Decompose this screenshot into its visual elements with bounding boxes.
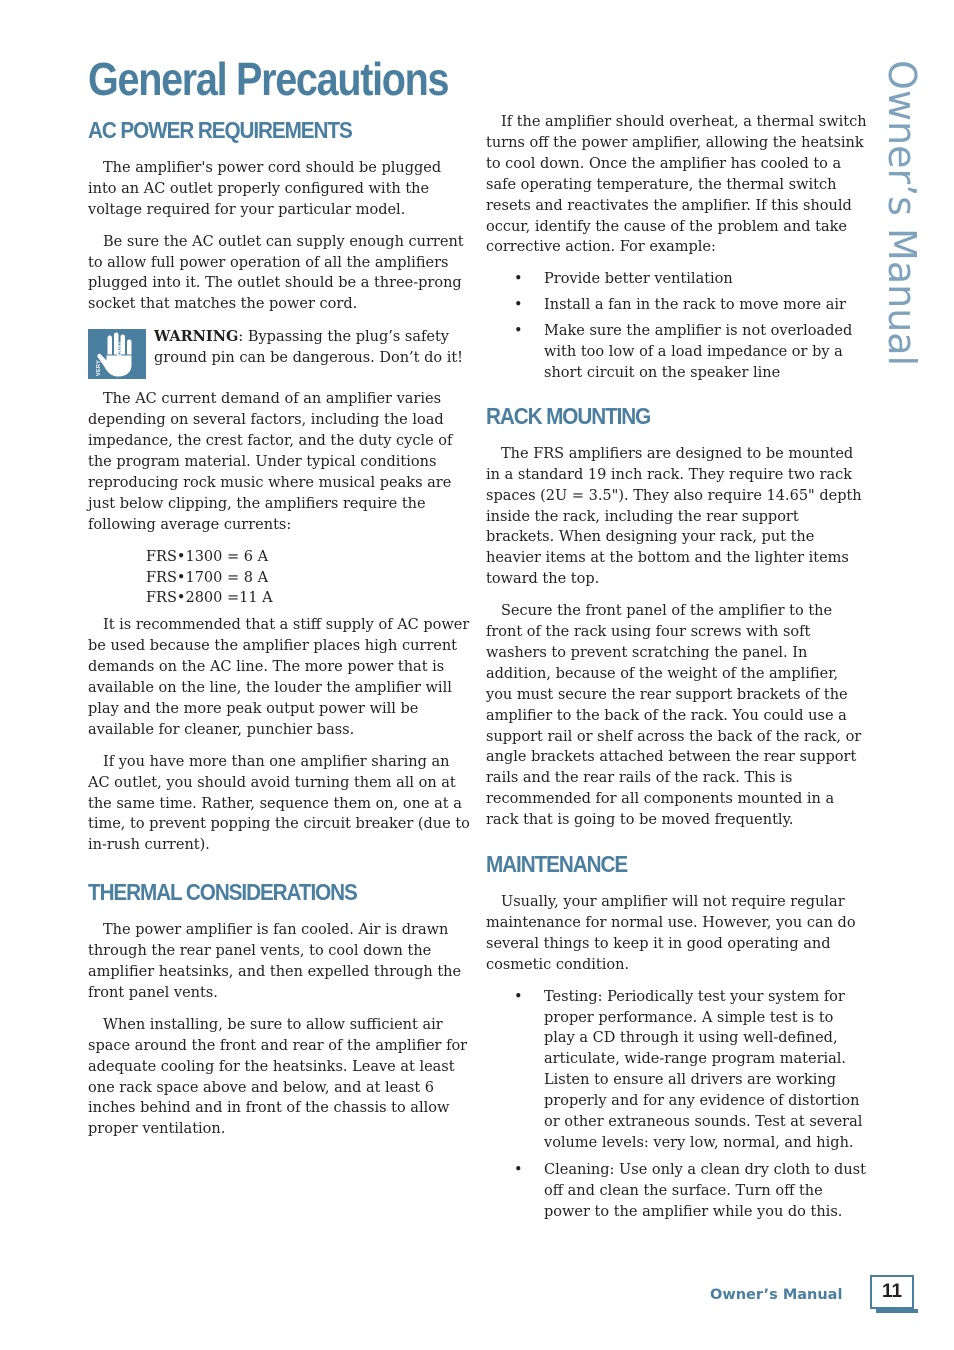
list-item: • Cleaning: Use only a clean dry cloth to dust off and clean the surface. Turn off the power to the amplifier while you do this. xyxy=(486,1160,868,1223)
right-column xyxy=(486,112,868,1223)
left-column xyxy=(88,117,470,1140)
heading-maintenance: MAINTENANCE xyxy=(486,851,628,878)
current-list xyxy=(146,547,470,610)
list-item: • Make sure the amplifier is not overloaded with too low of a load impedance or by a short circuit on the speaker line xyxy=(486,321,868,384)
side-section-label: Owner’s Manual xyxy=(880,60,924,367)
heading-ac-power: AC POWER REQUIREMENTS xyxy=(88,117,352,143)
list-item: • Install a fan in the rack to move more air xyxy=(486,295,868,316)
paragraph: The power amplifier is fan cooled. Air is drawn through the rear panel vents, to cool down the amplifier heatsinks, and then expelled through the front panel vents. xyxy=(88,922,462,1001)
paragraph: If you have more than one amplifier sharing an AC outlet, you should avoid turning them all on at the same time. Rather, sequence them on, one at a time, to prevent popping the circuit breaker (due to in-rush current). xyxy=(88,753,470,854)
paragraph: It is recommended that a stiff supply of AC power be used because the amplifier places high current demands on the AC line. The more power that is available on the line, the louder the amplifier will play and the more peak output power will be available for cleaner, punchier bass. xyxy=(88,617,470,738)
paragraph: The AC current demand of an amplifier varies depending on several factors, including the load impedance, the crest factor, and the duty cycle of the program material. Under typical conditions reproducing rock music where musical peaks are just below clipping, the amplifiers require the following average currents: xyxy=(88,391,453,533)
paragraph: Be sure the AC outlet can supply enough current to allow full power operation of all the amplifiers plugged into it. The outlet should be a three-prong socket that matches the power cord. xyxy=(88,233,464,313)
list-item: • Provide better ventilation xyxy=(486,269,868,290)
list-item: • Testing: Periodically test your system for proper performance. A simple test is to play a CD through it using well-defined, articulate, wide-range program material. Listen to ensure all drivers are working properly and for any evidence of distortion or other extraneous sounds. Test at several volume levels: very low, normal, and high. xyxy=(486,987,868,1154)
thermal-list xyxy=(486,269,868,384)
paragraph: Usually, your amplifier will not require regular maintenance for normal use. However, you can do several things to keep it in good operating and cosmetic condition. xyxy=(486,894,856,973)
icon-caption: VERY IMPORTANT xyxy=(96,341,123,377)
warning-message: : Bypassing the plug’s safety ground pin can be dangerous. Don’t do it! xyxy=(154,329,464,367)
paragraph: If the amplifier should overheat, a thermal switch turns off the power amplifier, allowing the heatsink to cool down. Once the amplifier has cooled to a safe operating temperature, the thermal switch resets and reactivates the amplifier. If this should occur, identify the cause of the problem and take corrective action. For example: xyxy=(486,114,867,256)
warning-label: WARNING xyxy=(154,328,239,346)
heading-thermal: THERMAL CONSIDERATIONS xyxy=(88,879,357,906)
warning-text xyxy=(154,327,470,369)
paragraph: The FRS amplifiers are designed to be mounted in a standard 19 inch rack. They require two rack spaces (2U = 3.5"). They also require 14.65" depth inside the rack, including the rear support brackets. When designing your rack, put the heavier items at the bottom and the lighter items toward the top. xyxy=(486,445,862,588)
current-item: FRS•1300 = 6 A xyxy=(146,548,269,565)
warning-hand-icon xyxy=(88,329,146,379)
paragraph: Secure the front panel of the amplifier to the front of the rack using four screws with soft washers to prevent scratching the panel. In addition, because of the weight of the amplifier, you must secure the rear support brackets of the amplifier to the back of the rack. You could use a support rail or shelf across the back of the rack, or angle brackets attached between the rear support rails and the rear rails of the rack. This is recommended for all components mounted in a rack that is going to be moved frequently. xyxy=(486,603,862,829)
paragraph: When installing, be sure to allow sufficient air space around the front and rear of the amplifier for adequate cooling for the heatsinks. Leave at least one rack space above and below, and at least 6 inches behind and in front of the chassis to allow proper ventilation. xyxy=(88,1016,468,1138)
current-item: FRS•1700 = 8 A xyxy=(146,569,269,586)
page-title: General Precautions xyxy=(88,53,449,105)
page-number: 11 xyxy=(870,1275,914,1309)
maintenance-list xyxy=(486,987,868,1223)
warning-box xyxy=(88,327,470,379)
heading-rack-mounting: RACK MOUNTING xyxy=(486,402,651,429)
footer-label: Owner’s Manual xyxy=(710,1287,843,1303)
paragraph: The amplifier's power cord should be plugged into an AC outlet properly configured with the voltage required for your particular model. xyxy=(88,159,442,218)
current-item: FRS•2800 =11 A xyxy=(146,590,273,607)
